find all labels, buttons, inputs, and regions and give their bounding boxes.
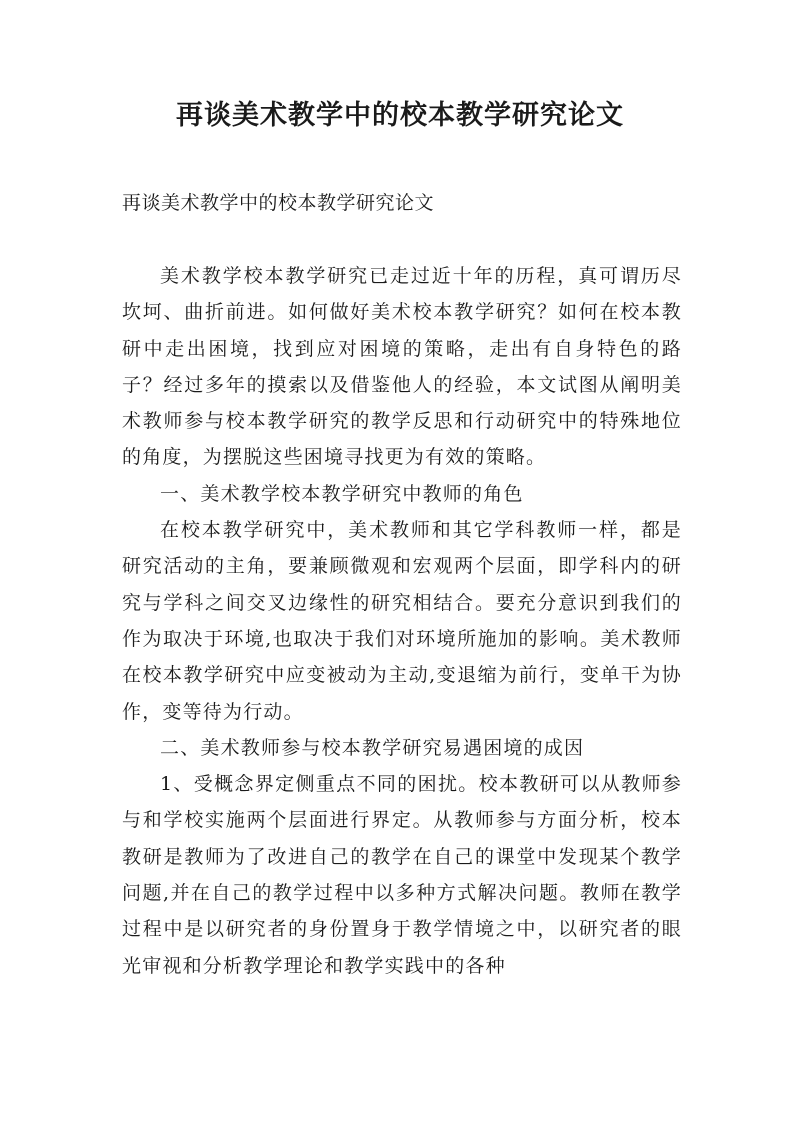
document-title: 再谈美术教学中的校本教学研究论文 [176,100,624,131]
section-heading-2: 二、美术教师参与校本教学研究易遇困境的成因 [160,736,585,759]
document-subtitle: 再谈美术教学中的校本教学研究论文 [122,192,435,214]
section-2-paragraph: 1、受概念界定侧重点不同的困扰。校本教研可以从教师参与和学校实施两个层面进行界定。从教师参与方面分析，校本教研是教师为了改进自己的教学在自己的课堂中发现某个教学问题,并在自己的教学过程中以多种方式解决问题。教师在教学过程中是以研究者的身份置身于教学情境之中，以研究者的眼光审视和分析教学理论和教学实践中的各种 [122,773,682,977]
intro-paragraph: 美术教学校本教学研究已走过近十年的历程，真可谓历尽坎坷、曲折前进。如何做好美术校本教学研究？如何在校本教研中走出困境，找到应对困境的策略，走出有自身特色的路子？经过多年的摸索以及借鉴他人的经验，本文试图从阐明美术教师参与校本教学研究的教学反思和行动研究中的特殊地位的角度，为摆脱这些困境寻找更为有效的策略。 [122,265,682,469]
section-1-paragraph: 在校本教学研究中，美术教师和其它学科教师一样，都是研究活动的主角，要兼顾微观和宏观两个层面，即学科内的研究与学科之间交叉边缘性的研究相结合。要充分意识到我们的作为取决于环境,也取决于我们对环境所施加的影响。美术教师在校本教学研究中应变被动为主动,变退缩为前行，变单干为协作，变等待为行动。 [122,519,682,723]
document-body [122,258,682,984]
section-heading-1: 一、美术教学校本教学研究中教师的角色 [160,482,524,505]
